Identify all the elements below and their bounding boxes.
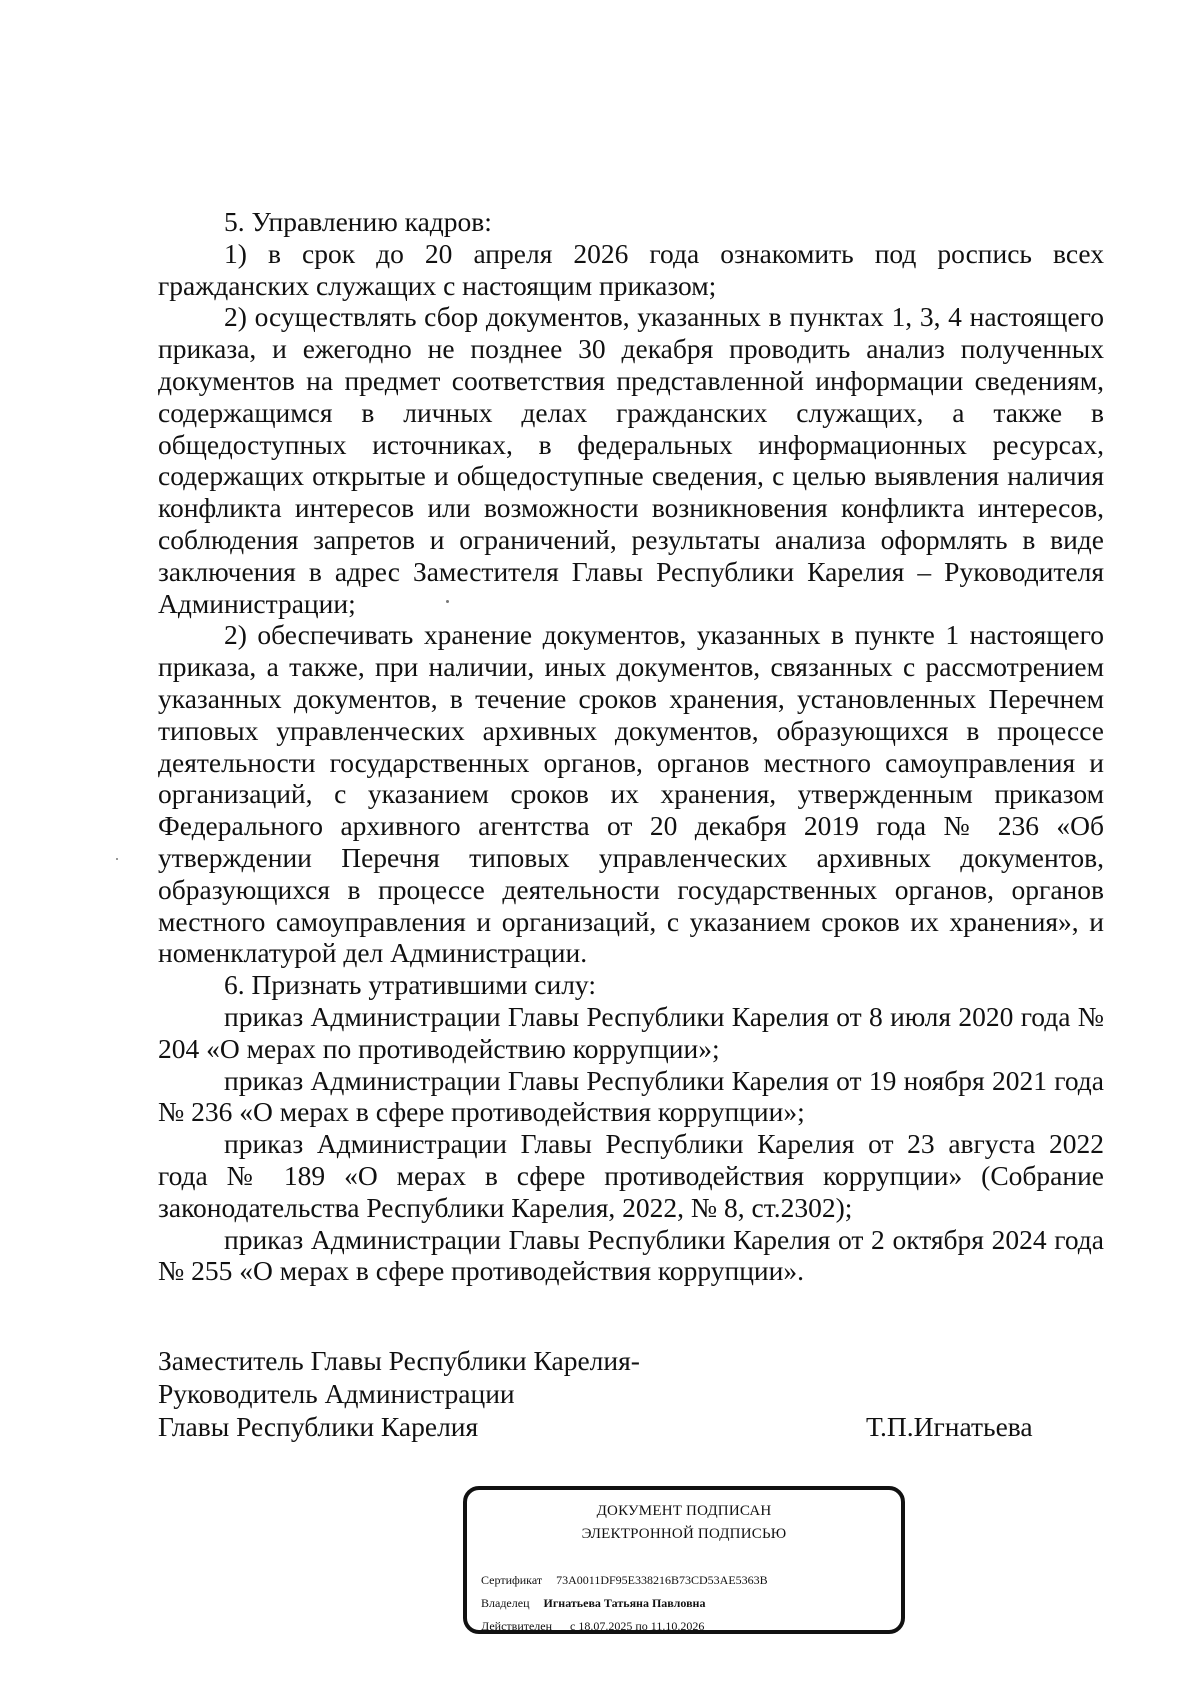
stamp-owner-row (481, 1596, 705, 1611)
scan-speck (446, 600, 449, 603)
owner-label: Владелец (481, 1596, 530, 1610)
repealed-order-2022: приказ Администрации Главы Республики Карелия от 23 августа 2022 года № 189 «О мерах в сфере противодействия коррупции» (Собрание законодательства Республики Карелия, 2022, № 8, ст.2302); (158, 1128, 1104, 1223)
section-6-heading: 6. Признать утратившими силу: (224, 969, 596, 1001)
signatory-position-line-3: Главы Республики Карелия (158, 1411, 479, 1442)
section-5-item-1: 1) в срок до 20 апреля 2026 года ознакомить под роспись всех гражданских служащих с настоящим приказом; (158, 237, 1104, 301)
validity-value: с 18.07.2025 по 11.10.2026 (570, 1619, 705, 1633)
repealed-order-2024: приказ Администрации Главы Республики Карелия от 2 октября 2024 года № 255 «О мерах в сфере противодействия коррупции». (158, 1223, 1104, 1287)
certificate-label: Сертификат (481, 1573, 543, 1587)
document-body (158, 206, 1104, 1287)
section-5-heading: 5. Управлению кадров: (224, 206, 492, 237)
scan-speck (116, 858, 118, 860)
stamp-title (467, 1500, 901, 1546)
electronic-signature-stamp (463, 1486, 905, 1634)
repealed-order-2020: приказ Администрации Главы Республики Карелия от 8 июля 2020 года № 204 «О мерах по противодействию коррупции»; (158, 1000, 1104, 1064)
stamp-certificate-row (481, 1573, 768, 1588)
signatory-position-line-2: Руководитель Администрации (158, 1378, 515, 1409)
signatory-position-line-1: Заместитель Главы Республики Карелия- (158, 1345, 640, 1376)
validity-label: Действителен (481, 1619, 553, 1633)
owner-value: Игнатьева Татьяна Павловна (543, 1596, 706, 1610)
signatory-name: Т.П.Игнатьева (866, 1411, 1033, 1442)
section-5-item-2-storage: 2) обеспечивать хранение документов, указанных в пункте 1 настоящего приказа, а также, при наличии, иных документов, связанных с рассмотрением указанных документов, в течение сроков хранения, установленных Перечнем типовых управленческих архивных документов, образующихся в процессе деятельности государственных органов, органов местного самоуправления и организаций, с указанием сроков их хранения, утвержденным приказом Федерального архивного агентства от 20 декабря 2019 года № 236 «Об утверждении Перечня типовых управленческих архивных документов, образующихся в процессе деятельности государственных органов, органов местного самоуправления и организаций, с указанием сроков их хранения», и номенклатурой дел Администрации. (158, 619, 1104, 969)
stamp-title-line-1: ДОКУМЕНТ ПОДПИСАН (596, 1503, 772, 1519)
repealed-order-2021: приказ Администрации Главы Республики Карелия от 19 ноября 2021 года № 236 «О мерах в сфере противодействия коррупции»; (158, 1064, 1104, 1128)
signature-block (158, 1344, 1104, 1443)
stamp-title-line-2: ЭЛЕКТРОННОЙ ПОДПИСЬЮ (581, 1526, 787, 1542)
section-5-item-2-collection: 2) осуществлять сбор документов, указанных в пунктах 1, 3, 4 настоящего приказа, и ежегодно не позднее 30 декабря проводить анализ полученных документов на предмет соответствия представленной информации сведениям, содержащимся в личных делах гражданских служащих, а также в общедоступных источниках, в федеральных информационных ресурсах, содержащих открытые и общедоступные сведения, с целью выявления наличия конфликта интересов или возможности возникновения конфликта интересов, соблюдения запретов и ограничений, результаты анализа оформлять в виде заключения в адрес Заместителя Главы Республики Карелия – Руководителя Администрации; (158, 301, 1104, 619)
certificate-value: 73A0011DF95E338216B73CD53AE5363B (556, 1573, 768, 1587)
stamp-validity-row (481, 1619, 704, 1634)
